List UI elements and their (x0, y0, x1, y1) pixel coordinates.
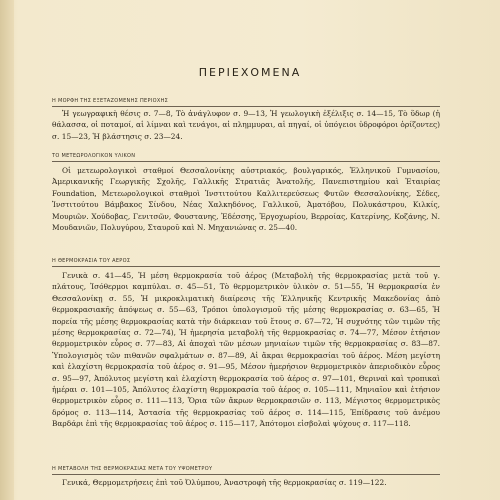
section-text: Γενικά, Θερμομετρήσεις ἐπὶ τοῦ Ὀλύμπου, Ἀναστροφὴ τῆς θερμοκρασίας σ. 119—122. (62, 478, 387, 487)
section-heading: Η ΜΟΡΦΗ ΤΗΣ ΕΞΕΤΑΖΟΜΕΝΗΣ ΠΕΡΙΟΧΗΣ (52, 98, 169, 104)
section-heading: ΤΟ ΜΕΤΕΩΡΟΛΟΓΙΚΟΝ ΥΛΙΚΟΝ (52, 153, 136, 159)
page-title: ΠΕΡΙΕΧΟΜΕΝΑ (198, 66, 302, 79)
section-text: Ἡ γεωγραφικὴ θέσις σ. 7—8, Τὸ ἀνάγλυφον σ. 9—13, Ἡ γεωλογικὴ ἐξέλιξις σ. 14—15, Τὸ ὕδωρ (ἡ θάλασσα, οἱ ποταμοί, αἱ λίμναι καὶ τενάγοι, αἱ πλημμυραι, αἱ πηγαί, οἱ ὑπόγειοι ὑδροφόροι ὁρίζοντες) σ. 15—23, Ἡ βλάστησις σ. 23—24. (52, 109, 440, 141)
section-text: Οἱ μετεωρολογικοὶ σταθμοί Θεσσαλονίκης αὐστριακός, βουλγαρικός, Ἑλληνικοῦ Γυμνασίου, Ἀμερικανικῆς Γεωργικῆς Σχολῆς, Γαλλικῆς Στρατιᾶς Ἀνατολῆς, Πανεπιστημίου καὶ Ἑταιρίας Foundation, Μετεωρολογικοὶ σταθμοὶ Ἰνστιτούτου Καλλιτερεύσεως Φυτῶν Θεσσαλονίκης, Σέδες, Ἰνστιτούτου Βάμβακος Σίνδου, Νέας Χαλκηδόνος, Γαλλικοῦ, Ἀματόβου, Πολυκάστρου, Κιλκίς, Μουριῶν. Χούδοβας, Γενιτσῶν, Φουστανης, Ἐδέσσης, Ἐργοχωρίου, Βερροίας, Κατερίνης, Κοζάνης, Ν. Μουδανιῶν, Πολυγύρου, Σταυροῦ καὶ Ν. Μηχανιώνας σ. 25—40. (52, 166, 440, 233)
section-rule (52, 106, 440, 107)
section-rule (52, 474, 440, 475)
section-heading: Η ΘΕΡΜΟΚΡΑΣΙΑ ΤΟΥ ΑΕΡΟΣ (52, 258, 131, 264)
section-text: Γενικὰ σ. 41—45, Ἡ μέση θερμοκρασία τοῦ ἀέρος (Μεταβολὴ τῆς θερμοκρασίας μετὰ τοῦ γ. πλάτους, Ἰσόθερμοι καμπύλαι. σ. 45—51, Τὸ θερμομετρικὸν ὑλικὸν σ. 51—55, Ἡ θερμοκρασία ἐν Θεσσαλονίκῃ σ. 55, Ἡ μικροκλιματικὴ διαίρεσις τῆς Ἑλληνικῆς Κεντρικῆς Μακεδονίας ἀπὸ θερμοκρασιακῆς ἀπόψεως σ. 55—63, Τρόποι ὑπολογισμοῦ τῆς μέσης θερμοκρασίας σ. 63—65, Ἡ πορεία τῆς μέσης θερμοκρασίας κατὰ τὴν διάρκειαν τοῦ ἔτους σ. 67—72, Ἡ συχνότης τῶν τιμῶν τῆς μέσης θερμοκρασίας σ. 72—74), Ἡ ἡμερησία μεταβολὴ τῆς θερμοκρασίας σ. 74—77, Μέσον ἐτήσιον θερμομετρικὸν εὖρος σ. 77—83, Αἱ ἀποχαὶ τῶν μέσων μηνιαίων τιμῶν τῆς θερμοκρασίας σ. 83—87. Ὑπολογισμὸς τῶν πιθανῶν σφαλμάτων σ. 87—89, Αἱ ἄκραι θερμοκρασίαι τοῦ ἀέρος. Μέση μεγίστη καὶ ἐλαχίστη θερμοκρασία τοῦ ἀέρος σ. 91—95, Μέσον ἡμερήσιον θερμομετρικὸν ἀπεριοδικὸν εὖρος σ. 95—97, Ἀπόλυτος μεγίστη καὶ ἐλαχίστη θερμοκρασία τοῦ ἀέρος σ. 97—101, Θεριναὶ καὶ τροπικαὶ ἡμέραι σ. 101—105, Ἀπόλυτος ἐλαχίστη θερμοκρασία τοῦ ἀέρος σ. 105—111, Μηνιαῖον καὶ ἐτήσιον θερμομετρικὸν εὖρος σ. 111—113, Ὅρια τῶν ἄκρων θερμοκρασιῶν σ. 113, Μέγιστος θερμομετρικὸς δρόμος σ. 113—114, Ἀστασία τῆς θερμοκρασίας τοῦ ἀέρος σ. 114—115, Ἐπίδρασις τοῦ ἀνέμου Βαρδάρι ἐπὶ τῆς θερμοκρασίας τοῦ ἀέρος σ. 115—117, Ἀπότομοι εἰσβολαὶ ψύχους σ. 117—118. (52, 271, 440, 429)
section-heading: Η ΜΕΤΑΒΟΛΗ ΤΗΣ ΘΕΡΜΟΚΡΑΣΙΑΣ ΜΕΤΑ ΤΟΥ ΥΨΟΜΕΤΡΟΥ (52, 466, 213, 472)
section-rule (52, 161, 440, 162)
section-rule (52, 266, 440, 267)
